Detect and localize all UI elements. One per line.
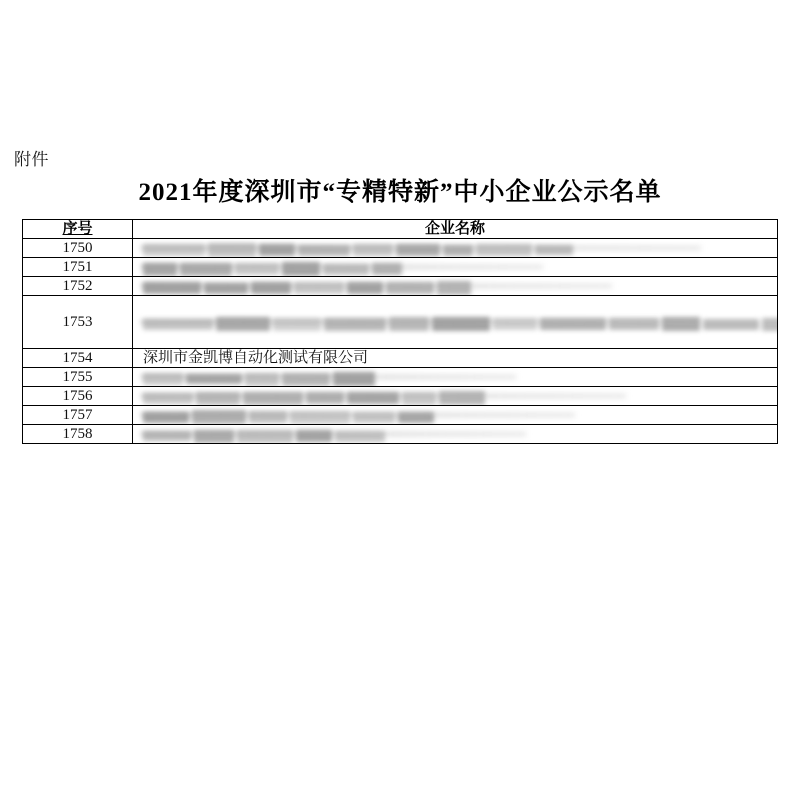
row-number: 1756 (23, 387, 133, 406)
row-number: 1753 (23, 296, 133, 349)
company-name-cell (133, 349, 778, 368)
company-name-cell (133, 239, 778, 258)
table-row (23, 239, 778, 258)
column-header-name: 企业名称 (133, 220, 778, 239)
row-number: 1754 (23, 349, 133, 368)
company-name-cell (133, 425, 778, 444)
company-list-table (22, 219, 778, 444)
company-name-cell (133, 368, 778, 387)
table-row (23, 258, 778, 277)
scan-smear (141, 246, 701, 250)
scan-smear (141, 375, 516, 379)
row-number: 1755 (23, 368, 133, 387)
company-name-cell (133, 406, 778, 425)
row-number: 1757 (23, 406, 133, 425)
attachment-label: 附件 (14, 150, 49, 169)
company-name-cell (133, 258, 778, 277)
column-header-no: 序号 (23, 220, 133, 239)
row-number: 1750 (23, 239, 133, 258)
row-number: 1752 (23, 277, 133, 296)
scan-smear (141, 320, 701, 324)
table-row (23, 387, 778, 406)
table-row (23, 277, 778, 296)
company-name-cell (133, 387, 778, 406)
page-title: 2021年度深圳市“专精特新”中小企业公示名单 (138, 179, 662, 206)
table-row (23, 296, 778, 349)
table-row (23, 425, 778, 444)
scan-smear (141, 394, 626, 398)
table-header-row (23, 220, 778, 239)
table-row (23, 406, 778, 425)
table-body (23, 220, 778, 444)
company-name-text: 深圳市金凯博自动化测试有限公司 (143, 349, 369, 366)
scan-smear (141, 413, 575, 417)
row-number: 1751 (23, 258, 133, 277)
company-name-cell (133, 296, 778, 349)
company-name-cell (133, 277, 778, 296)
row-number: 1758 (23, 425, 133, 444)
scan-smear (141, 284, 612, 288)
scan-smear (141, 432, 526, 436)
table-row (23, 368, 778, 387)
scan-smear (141, 265, 543, 269)
table-row (23, 349, 778, 368)
